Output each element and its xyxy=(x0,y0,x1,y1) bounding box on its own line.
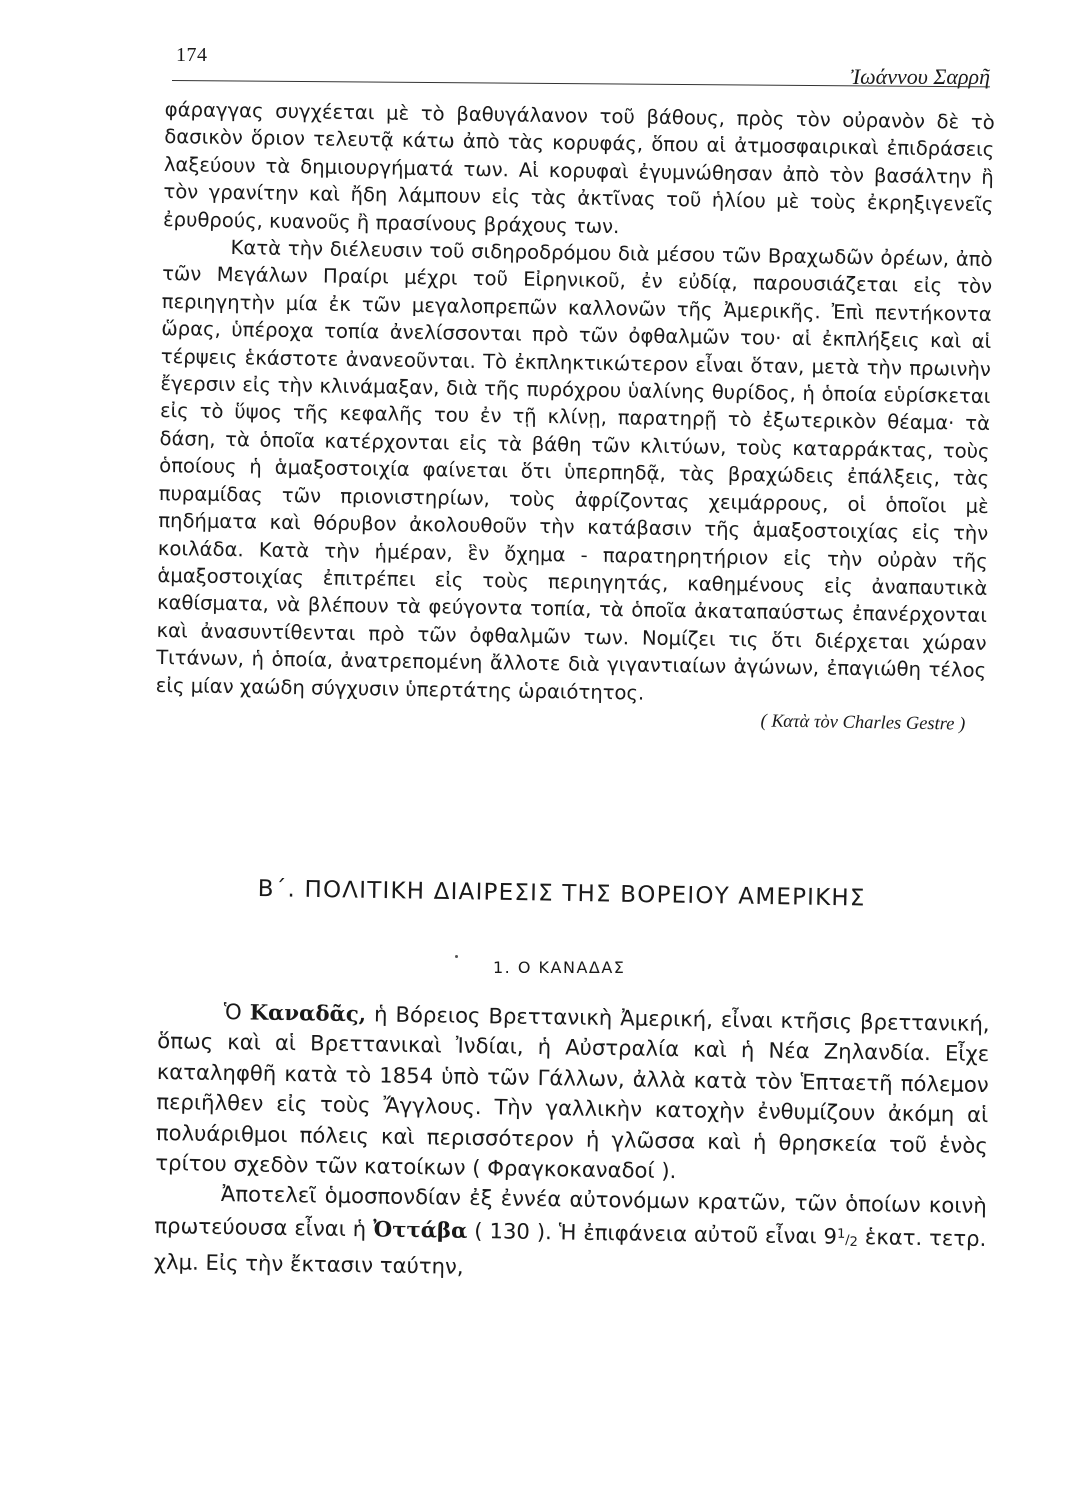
passage-paragraph-1: φάραγγας συγχέεται μὲ τὸ βαθυγάλανον τοῦ βάθους, πρὸς τὸν οὐρανὸν δὲ τὸ δασικὸν ὅριον τελευτᾷ κάτω ἀπὸ τὰς κορυφάς, ὅπου αἱ ἀτμοσφαιρικαὶ ἐπιδράσεις λαξεύουν τὰ δημιουργήματά των. Αἱ κορυφαὶ ἐγυμνώθησαν ἀπὸ τὸν βασάλτην ἢ τὸν γρανίτην καὶ ἤδη λάμπουν εἰς τὰς ἀκτῖνας τοῦ ἡλίου μὲ τοὺς ἐκρηξιγενεῖς ἐρυθρούς, κυανοῦς ἢ πρασίνους βράχους των. xyxy=(162,97,995,238)
canada-section-text xyxy=(154,996,990,1291)
fraction-denominator: 2 xyxy=(849,1234,858,1250)
print-speck xyxy=(455,955,458,958)
fraction-slash: / xyxy=(845,1232,850,1248)
paragraph-2-lead: Ἀποτελεῖ ὁμοσπονδίαν ἐξ ἐννέα αὐτονόμων κρατῶν, τῶν ὁποίων κοινὴ πρωτεύουσα εἶναι ἡ xyxy=(154,1181,988,1242)
canada-paragraph-2 xyxy=(154,1178,987,1290)
paragraph-1-text: ἡ Βόρειος Βρεττανικὴ Ἀμερική, εἶναι κτῆσις βρεττανική, ὅπως καὶ αἱ Βρεττανικαὶ Ἰνδίαι, ἡ Αὐστραλία καὶ ἡ Νέα Ζηλανδία. Εἶχε καταληφθῆ κατὰ τὸ 1854 ὑπὸ τῶν Γάλλων, ἀλλὰ κατὰ τὸν Ἑπταετῆ πόλεμον περιῆλθεν εἰς τοὺς Ἄγγλους. Τὴν γαλλικὴν κατοχὴν ἐνθυμίζουν ἀκόμη αἱ πολυάριθμοι πόλεις καὶ περισσότερον ἡ γλῶσσα καὶ ἡ θρησκεία τοῦ ἑνὸς τρίτου σχεδὸν τῶν κατοίκων ( Φραγκοκαναδοί ). xyxy=(155,1001,990,1184)
paragraph-2-middle: ( 130 ). Ἡ ἐπιφάνεια αὐτοῦ εἶναι 9 xyxy=(467,1217,838,1249)
page-number: 174 xyxy=(176,44,208,66)
section-title: Β΄. ΠΟΛΙΤΙΚΗ ΔΙΑΙΡΕΣΙΣ ΤΗΣ ΒΟΡΕΙΟΥ ΑΜΕΡΙΚΗΣ xyxy=(257,876,866,912)
running-head-author: Ἰωάννου Σαρρῆ xyxy=(850,64,990,89)
canada-paragraph-1 xyxy=(155,996,990,1191)
fraction-one-half xyxy=(836,1226,858,1250)
fraction-numerator: 1 xyxy=(836,1226,846,1242)
paragraph-2-text: ἑκατ. τετρ. χλμ. Εἰς τὴν ἔκτασιν ταύτην, xyxy=(153,1223,987,1280)
source-attribution: ( Κατὰ τὸν Charles Gestre ) xyxy=(760,711,966,735)
term-ottawa: Ὀττάβα xyxy=(372,1216,468,1243)
subsection-title: 1. Ο ΚΑΝΑΔΑΣ xyxy=(493,958,626,977)
description-passage xyxy=(155,96,995,738)
lead-article: Ὁ xyxy=(223,999,250,1025)
passage-paragraph-2: Κατὰ τὴν διέλευσιν τοῦ σιδηροδρόμου διὰ μέσου τῶν Βραχωδῶν ὀρέων, ἀπὸ τῶν Μεγάλων Πραίρι μέχρι τοῦ Εἰρηνικοῦ, ἐν εὐδίᾳ, παρουσιάζεται εἰς τὸν περιηγητὴν μία ἐκ τῶν μεγαλοπρεπῶν καλλονῶν τῆς Ἀμερικῆς. Ἐπὶ πεντήκοντα ὥρας, ὑπέροχα τοπία ἀνελίσσονται πρὸ τῶν ὀφθαλμῶν του· αἱ ἐκπλήξεις καὶ αἱ τέρψεις ἑκάστοτε ἀνανεοῦνται. Τὸ ἐκπληκτικώτερον εἶναι ὅταν, μετὰ τὴν πρωινὴν ἔγερσιν εἰς τὴν κλινάμαξαν, διὰ τῆς πυρόχρου ὑαλίνης θυρίδος, ἡ ὁποία εὑρίσκεται εἰς τὸ ὕψος τῆς κεφαλῆς του ἐν τῇ κλίνῃ, παρατηρῇ τὸ ἐξωτερικὸν θέαμα· τὰ δάση, τὰ ὁποῖα κατέρχονται εἰς τὰ βάθη τῶν κλιτύων, τοὺς καταρράκτας, τοὺς ὁποίους ἡ ἁμαξοστοιχία φαίνεται ὅτι ὑπερπηδᾷ, τὰς βραχώδεις ἐπάλξεις, τὰς πυραμίδας τῶν πριονιστηρίων, τοὺς ἀφρίζοντας χειμάρρους, οἱ ὁποῖοι μὲ πηδήματα καὶ θόρυβον ἀκολουθοῦν τὴν κατάβασιν τῆς ἁμαξοστοιχίας εἰς τὴν κοιλάδα. Κατὰ τὴν ἡμέραν, ἓν ὄχημα - παρατηρητήριον εἰς τὴν οὐρὰν τῆς ἁμαξοστοιχίας ἐπιτρέπει εἰς τοὺς περιηγητάς, καθημένους εἰς ἀναπαυτικὰ καθίσματα, νὰ βλέπουν τὰ φεύγοντα τοπία, τὰ ὁποῖα ἀκαταπαύστως ἐπανέρχονται καὶ ἀνασυντίθενται πρὸ τῶν ὀφθαλμῶν των. Νομίζει τις ὅτι διέρχεται χώραν Τιτάνων, ἡ ὁποία, ἀνατρεπομένη ἄλλοτε διὰ γιγαντιαίων ἀγώνων, ἐπαγιώθη τέλος εἰς μίαν χαώδη σύγχυσιν ὑπερτάτης ὡραιότητος. xyxy=(155,236,993,705)
term-canada: Καναδᾶς, xyxy=(249,999,367,1027)
